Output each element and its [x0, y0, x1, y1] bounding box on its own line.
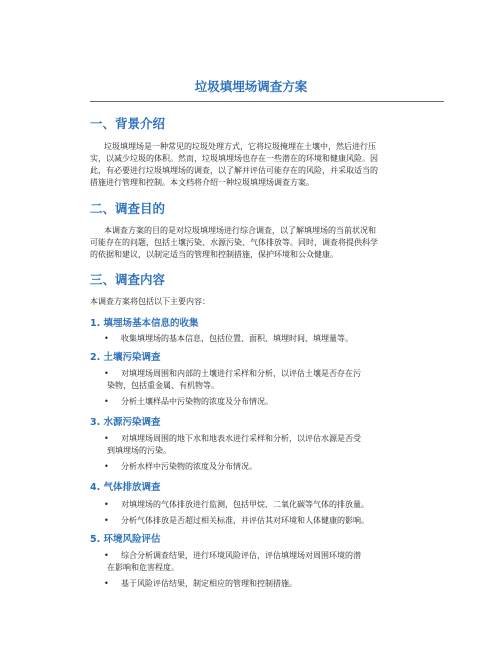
bullet-text: 综合分析调查结果，进行环境风险评估，评估填埋场对周围环境的潜	[121, 551, 361, 560]
bullet-icon: •	[104, 369, 109, 378]
bullet-text: 基于风险评估结果，制定相应的管理和控制措施。	[121, 579, 297, 588]
section-heading-background: 一、背景介绍	[90, 116, 166, 131]
bullet-icon: •	[104, 500, 109, 509]
bullet-icon: •	[104, 551, 109, 560]
bullet-icon: •	[104, 516, 109, 525]
paragraph-line: 的依据和建议，以制定适当的管理和控制措施，保护环境和公众健康。	[90, 250, 338, 259]
section-heading-purpose: 二、调查目的	[90, 201, 166, 216]
bullet-text: 对填埋场周围的地下水和地表水进行采样和分析，以评估水源是否受	[121, 434, 361, 443]
bullet-text: 对填埋场周围和内部的土壤进行采样和分析，以评估土壤是否存在污	[121, 369, 361, 378]
bullet-text: 分析水样中污染物的浓度及分布情况。	[121, 462, 257, 471]
subsection-heading: 3. 水源污染调查	[90, 417, 161, 428]
bullet-text: 分析土壤样品中污染物的浓度及分布情况。	[121, 397, 273, 406]
bullet-icon: •	[104, 334, 109, 343]
section-intro: 本调查方案将包括以下主要内容：	[90, 297, 210, 306]
bullet-icon: •	[104, 579, 109, 588]
paragraph-line: 此，有必要进行垃圾填埋场的调查，以了解并评估可能存在的风险，并采取适当的	[90, 166, 378, 175]
bullet-text-continued: 在影响和危害程度。	[107, 563, 179, 572]
paragraph-line: 垃圾填埋场是一种常见的垃圾处理方式，它将垃圾掩埋在土壤中，然后进行压	[104, 142, 376, 151]
section-heading-content: 三、调查内容	[90, 272, 166, 287]
paragraph-line: 可能存在的问题，包括土壤污染、水源污染、气体排放等。同时，调查将提供科学	[90, 238, 378, 247]
bullet-text: 分析气体排放是否超过相关标准，并评估其对环境和人体健康的影响。	[121, 516, 369, 525]
subsection-heading: 2. 土壤污染调查	[90, 352, 161, 363]
paragraph-line: 措施进行管理和控制。本文档将介绍一种垃圾填埋场调查方案。	[90, 178, 314, 187]
subsection-heading: 4. 气体排放调查	[90, 482, 161, 493]
bullet-text-continued: 染物，包括重金属、有机物等。	[107, 381, 219, 390]
bullet-text: 收集填埋场的基本信息，包括位置、面积、填埋时间、填埋量等。	[121, 334, 353, 343]
paragraph-line: 本调查方案的目的是对垃圾填埋场进行综合调查，以了解填埋场的当前状况和	[104, 226, 376, 235]
bullet-icon: •	[104, 397, 109, 406]
subsection-heading: 1. 填埋场基本信息的收集	[90, 318, 199, 329]
subsection-heading: 5. 环境风险评估	[90, 534, 161, 545]
bullet-text: 对填埋场的气体排放进行监测，包括甲烷、二氧化碳等气体的排放量。	[121, 500, 369, 509]
paragraph-line: 实，以减少垃圾的体积。然而，垃圾填埋场也存在一些潜在的环境和健康风险。因	[90, 154, 378, 163]
document-title: 垃圾填埋场调查方案	[194, 79, 308, 94]
bullet-text-continued: 到填埋场的污染。	[107, 446, 171, 455]
bullet-icon: •	[104, 434, 109, 443]
title-divider	[90, 101, 444, 102]
bullet-icon: •	[104, 462, 109, 471]
